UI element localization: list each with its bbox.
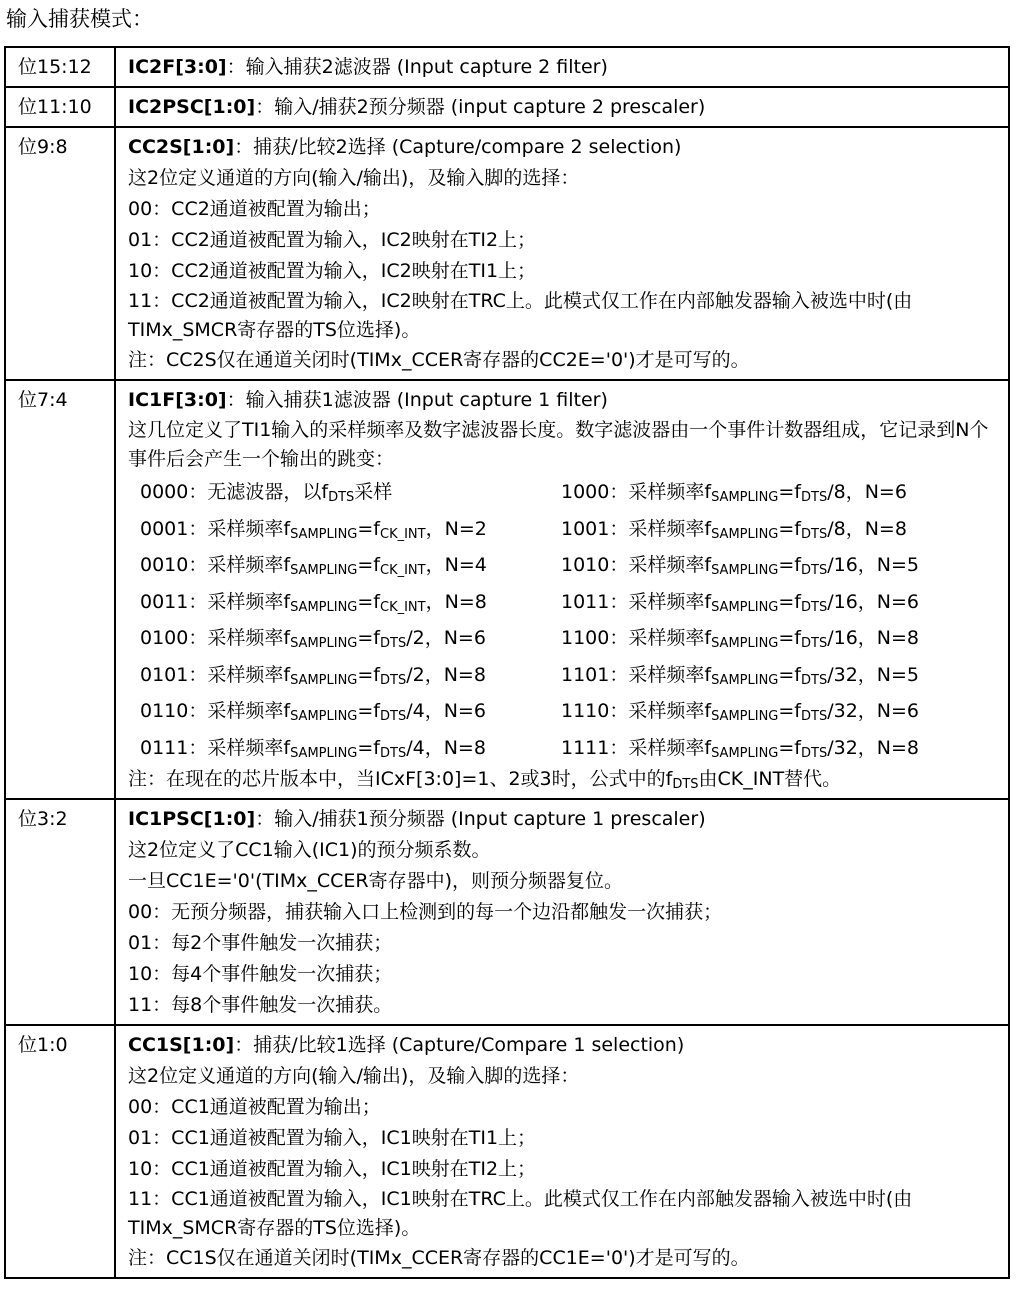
- field-header: [128, 92, 1000, 123]
- filter-options-grid: [140, 474, 1000, 766]
- filter-option: [561, 584, 1000, 621]
- filter-text: =f: [778, 663, 801, 686]
- note-line: 注：CC1S仅在通道关闭时(TIMx_CCER寄存器的CC1E='0')才是可写的。: [128, 1247, 750, 1269]
- filter-subscript: SAMPLING: [711, 599, 779, 615]
- filter-option: [140, 547, 561, 584]
- desc-line: 这2位定义通道的方向(输入/输出)，及输入脚的选择：: [128, 1065, 580, 1087]
- filter-text: ：采样频率f: [609, 663, 712, 686]
- table-row: [5, 127, 1009, 380]
- filter-subscript: DTS: [801, 490, 828, 505]
- filter-subscript: SAMPLING: [290, 526, 358, 542]
- filter-text: =f: [357, 554, 380, 576]
- field-name: IC2PSC[1:0]: [128, 96, 256, 118]
- field-name: CC1S[1:0]: [128, 1034, 235, 1056]
- filter-subscript: SAMPLING: [711, 636, 779, 651]
- field-header: [128, 1030, 1000, 1061]
- filter-text: /16，N=8: [827, 627, 920, 649]
- filter-subscript: SAMPLING: [290, 563, 358, 578]
- filter-subscript: SAMPLING: [290, 636, 358, 651]
- filter-subscript: DTS: [801, 709, 828, 724]
- filter-text: /32，N=6: [827, 700, 920, 722]
- filter-text: ：采样频率f: [188, 590, 291, 613]
- field-header: [128, 132, 1000, 163]
- field-cell: [115, 799, 1009, 1025]
- filter-text: ：采样频率f: [188, 700, 291, 722]
- note-line: [128, 764, 1000, 795]
- filter-subscript: SAMPLING: [711, 709, 779, 724]
- field-desc: ：捕获/比较2选择 (Capture/compare 2 selection): [234, 136, 682, 158]
- filter-subscript: DTS: [380, 709, 407, 724]
- filter-text: /2，N=8: [406, 663, 486, 686]
- filter-option: [140, 474, 561, 511]
- filter-subscript: SAMPLING: [711, 490, 779, 505]
- desc-line: 00：CC1通道被配置为输出；: [128, 1096, 381, 1118]
- filter-text: 采样: [354, 481, 393, 503]
- filter-subscript: SAMPLING: [290, 745, 358, 761]
- note-text: 注：在现在的芯片版本中，当ICxF[3:0]=1、2或3时，公式中的f: [128, 768, 673, 790]
- filter-text: ：采样频率f: [188, 663, 291, 686]
- filter-subscript: DTS: [380, 636, 407, 651]
- filter-text: /8，N=6: [827, 481, 907, 503]
- desc-line: 01：每2个事件触发一次捕获；: [128, 932, 393, 954]
- filter-text: /4，N=8: [406, 736, 486, 759]
- field-cell: [115, 127, 1009, 380]
- register-table: [4, 46, 1010, 1279]
- section-title: 输入捕获模式：: [6, 7, 153, 31]
- filter-text: =f: [357, 517, 380, 540]
- table-row: [5, 799, 1009, 1025]
- filter-code: 1010: [561, 554, 610, 576]
- filter-subscript: SAMPLING: [711, 672, 779, 688]
- filter-subscript: DTS: [801, 672, 828, 688]
- filter-text: =f: [778, 481, 801, 503]
- filter-subscript: SAMPLING: [711, 745, 779, 761]
- filter-text: =f: [778, 627, 801, 649]
- filter-text: ：采样频率f: [609, 517, 712, 540]
- filter-option: [561, 547, 1000, 584]
- filter-text: ，N=2: [425, 517, 487, 540]
- filter-text: =f: [778, 700, 801, 722]
- desc-line: 01：CC1通道被配置为输入，IC1映射在TI1上；: [128, 1127, 537, 1149]
- filter-subscript: DTS: [801, 526, 828, 542]
- filter-text: ：采样频率f: [188, 627, 291, 649]
- filter-option: [140, 584, 561, 621]
- field-name: IC1PSC[1:0]: [128, 808, 256, 830]
- filter-code: 0011: [140, 590, 189, 613]
- filter-subscript: DTS: [380, 672, 407, 688]
- filter-text: /2，N=6: [406, 627, 486, 649]
- filter-subscript: SAMPLING: [711, 563, 779, 578]
- filter-code: 1111: [561, 736, 610, 759]
- field-header: [128, 804, 1000, 835]
- filter-code: 1001: [561, 517, 610, 540]
- filter-option: [140, 730, 561, 767]
- field-name: CC2S[1:0]: [128, 136, 235, 158]
- filter-option: [140, 511, 561, 548]
- filter-code: 0111: [140, 736, 189, 759]
- desc-line: 11：CC1通道被配置为输入，IC1映射在TRC上。此模式仅工作在内部触发器输入被选中时(由TIMx_SMCR寄存器的TS位选择)。: [128, 1188, 913, 1239]
- filter-text: /16，N=5: [827, 554, 920, 576]
- filter-subscript: SAMPLING: [711, 526, 779, 542]
- filter-text: ：采样频率f: [609, 554, 712, 576]
- filter-subscript: CK_INT: [380, 563, 426, 578]
- desc-line: 01：CC2通道被配置为输入，IC2映射在TI2上；: [128, 229, 537, 251]
- filter-text: ：采样频率f: [188, 554, 291, 576]
- bit-range: 位3:2: [5, 799, 115, 1025]
- note-text: 由CK_INT替代。: [698, 768, 842, 790]
- table-row: [5, 380, 1009, 799]
- filter-code: 0000: [140, 481, 189, 503]
- field-desc: ：捕获/比较1选择 (Capture/Compare 1 selection): [234, 1034, 685, 1056]
- filter-code: 1101: [561, 663, 610, 686]
- filter-text: =f: [357, 736, 380, 759]
- filter-text: =f: [778, 736, 801, 759]
- filter-text: =f: [778, 554, 801, 576]
- filter-code: 0001: [140, 517, 189, 540]
- filter-text: ：采样频率f: [609, 627, 712, 649]
- desc-line: 一旦CC1E='0'(TIMx_CCER寄存器中)，则预分频器复位。: [128, 870, 623, 892]
- filter-text: /8，N=8: [827, 517, 907, 540]
- filter-text: /32，N=8: [827, 736, 920, 759]
- field-desc: ：输入/捕获1预分频器 (Input capture 1 prescaler): [255, 808, 706, 830]
- filter-text: =f: [778, 517, 801, 540]
- filter-code: 1011: [561, 590, 610, 613]
- field-name: IC1F[3:0]: [128, 389, 227, 411]
- filter-code: 0100: [140, 627, 189, 649]
- filter-option: [140, 620, 561, 657]
- field-cell: [115, 47, 1009, 87]
- bit-range: 位7:4: [5, 380, 115, 799]
- table-row: [5, 87, 1009, 127]
- filter-text: ：采样频率f: [188, 517, 291, 540]
- filter-subscript: DTS: [801, 599, 828, 615]
- filter-subscript: DTS: [801, 745, 828, 761]
- filter-text: =f: [357, 663, 380, 686]
- filter-subscript: DTS: [801, 563, 828, 578]
- field-desc: ：输入捕获2滤波器 (Input capture 2 filter): [226, 56, 608, 78]
- filter-code: 1110: [561, 700, 610, 722]
- table-row: [5, 47, 1009, 87]
- filter-subscript: DTS: [328, 490, 355, 505]
- filter-code: 1100: [561, 627, 610, 649]
- filter-subscript: SAMPLING: [290, 599, 358, 615]
- filter-option: [561, 620, 1000, 657]
- filter-option: [561, 657, 1000, 694]
- filter-subscript: CK_INT: [380, 599, 426, 615]
- filter-code: 1000: [561, 481, 610, 503]
- filter-option: [561, 511, 1000, 548]
- field-desc: ：输入捕获1滤波器 (Input capture 1 filter): [226, 389, 608, 411]
- filter-option: [561, 693, 1000, 730]
- filter-subscript: SAMPLING: [290, 709, 358, 724]
- filter-text: =f: [357, 627, 380, 649]
- filter-subscript: DTS: [380, 745, 407, 761]
- filter-code: 0110: [140, 700, 189, 722]
- filter-subscript: SAMPLING: [290, 672, 358, 688]
- filter-text: ：采样频率f: [609, 736, 712, 759]
- desc-line: 11：每8个事件触发一次捕获。: [128, 994, 393, 1016]
- filter-text: ：采样频率f: [188, 736, 291, 759]
- filter-text: =f: [357, 590, 380, 613]
- filter-text: ，N=8: [425, 590, 487, 613]
- filter-option: [561, 730, 1000, 767]
- filter-text: ：无滤波器，以f: [188, 481, 329, 503]
- desc-line: 这2位定义通道的方向(输入/输出)，及输入脚的选择：: [128, 167, 580, 189]
- table-row: [5, 1025, 1009, 1278]
- bit-range: 位11:10: [5, 87, 115, 127]
- desc-line: 10：每4个事件触发一次捕获；: [128, 963, 393, 985]
- field-desc: ：输入/捕获2预分频器 (input capture 2 prescaler): [255, 96, 706, 118]
- filter-subscript: CK_INT: [380, 526, 426, 542]
- filter-code: 0010: [140, 554, 189, 576]
- field-cell: [115, 1025, 1009, 1278]
- desc-line: 00：无预分频器，捕获输入口上检测到的每一个边沿都触发一次捕获；: [128, 901, 723, 923]
- filter-text: =f: [357, 700, 380, 722]
- desc-line: 00：CC2通道被配置为输出；: [128, 198, 381, 220]
- field-cell: [115, 87, 1009, 127]
- desc-line: 这2位定义了CC1输入(IC1)的预分频系数。: [128, 839, 491, 861]
- desc-line: 11：CC2通道被配置为输入，IC2映射在TRC上。此模式仅工作在内部触发器输入被选中时(由TIMx_SMCR寄存器的TS位选择)。: [128, 290, 913, 341]
- filter-text: ：采样频率f: [609, 700, 712, 722]
- field-name: IC2F[3:0]: [128, 56, 227, 78]
- desc-line: 这几位定义了TI1输入的采样频率及数字滤波器长度。数字滤波器由一个事件计数器组成，它记录到N个事件后会产生一个输出的跳变：: [128, 419, 989, 470]
- filter-text: ，N=4: [425, 554, 487, 576]
- field-header: [128, 385, 1000, 416]
- filter-code: 0101: [140, 663, 189, 686]
- field-header: [128, 52, 1000, 83]
- filter-text: /32，N=5: [827, 663, 920, 686]
- filter-text: /16，N=6: [827, 590, 920, 613]
- note-line: 注：CC2S仅在通道关闭时(TIMx_CCER寄存器的CC2E='0')才是可写的。: [128, 349, 750, 371]
- filter-subscript: DTS: [801, 636, 828, 651]
- bit-range: 位1:0: [5, 1025, 115, 1278]
- filter-option: [140, 693, 561, 730]
- filter-text: /4，N=6: [406, 700, 486, 722]
- bit-range: 位9:8: [5, 127, 115, 380]
- desc-line: 10：CC1通道被配置为输入，IC1映射在TI2上；: [128, 1158, 537, 1180]
- filter-option: [561, 474, 1000, 511]
- bit-range: 位15:12: [5, 47, 115, 87]
- field-cell: [115, 380, 1009, 799]
- filter-text: ：采样频率f: [609, 590, 712, 613]
- filter-text: ：采样频率f: [609, 481, 712, 503]
- desc-line: 10：CC2通道被配置为输入，IC2映射在TI1上；: [128, 260, 537, 282]
- filter-text: =f: [778, 590, 801, 613]
- note-subscript: DTS: [672, 777, 699, 792]
- filter-option: [140, 657, 561, 694]
